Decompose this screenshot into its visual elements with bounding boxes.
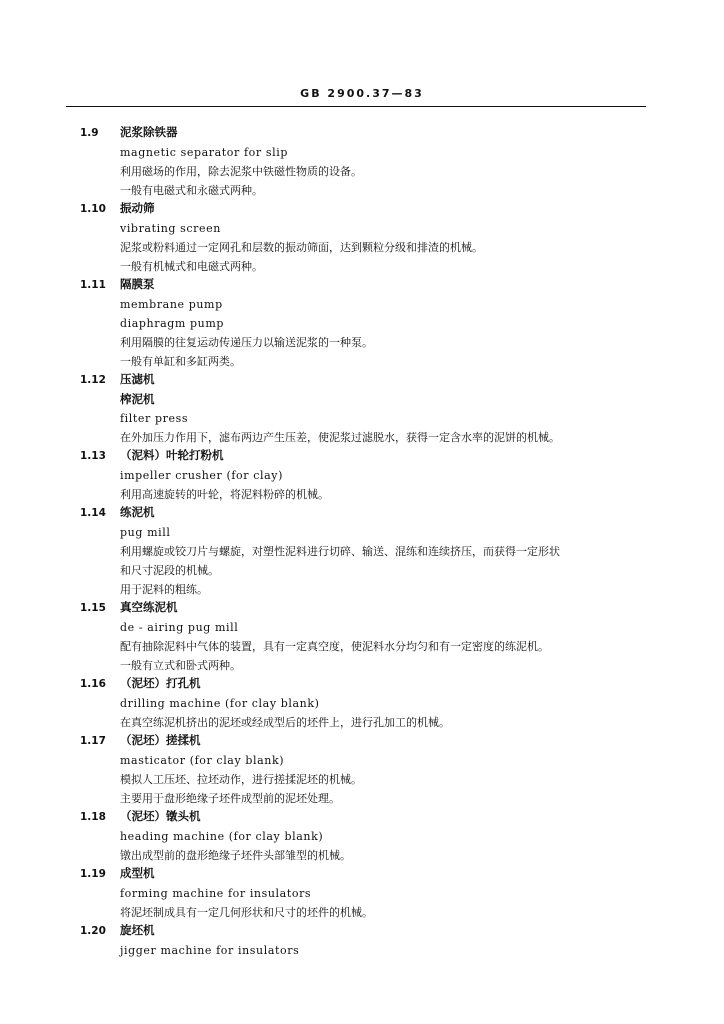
english-term: membrane pump (120, 298, 223, 311)
term-entry (80, 865, 644, 922)
term-heading (80, 922, 644, 941)
term-name: 振动筛 (120, 201, 155, 215)
english-term: masticator (for clay blank) (120, 754, 285, 767)
term-heading (80, 504, 644, 523)
definition-text: 配有抽除泥料中气体的装置，具有一定真空度，使泥料水分均匀和有一定密度的练泥机。 (120, 640, 549, 653)
clause-number: 1.14 (80, 507, 106, 519)
english-term: impeller crusher (for clay) (120, 469, 283, 482)
term-heading (80, 276, 644, 295)
clause-number: 1.19 (80, 868, 106, 880)
clause-number: 1.17 (80, 735, 106, 747)
term-entry (80, 276, 644, 371)
term-heading (80, 599, 644, 618)
definition-text: 一般有机械式和电磁式两种。 (120, 260, 263, 273)
term-entry (80, 808, 644, 865)
term-heading (80, 732, 644, 751)
clause-number: 1.13 (80, 450, 106, 462)
definition-text: 模拟人工压坯、拉坯动作，进行搓揉泥坯的机械。 (120, 773, 362, 786)
term-name: 隔膜泵 (120, 277, 155, 291)
english-term: jigger machine for insulators (120, 944, 300, 957)
english-term: filter press (120, 412, 189, 425)
clause-number: 1.16 (80, 678, 106, 690)
term-name: 旋坯机 (120, 923, 155, 937)
term-heading (80, 371, 644, 390)
definition-text: 一般有单缸和多缸两类。 (120, 355, 241, 368)
term-name: 压滤机 (120, 372, 155, 386)
term-entry (80, 504, 644, 599)
definition-text: 主要用于盘形绝缘子坯件成型前的泥坯处理。 (120, 792, 340, 805)
english-term: vibrating screen (120, 222, 221, 235)
term-name: 真空练泥机 (120, 600, 178, 614)
definition-text: 一般有电磁式和永磁式两种。 (120, 184, 263, 197)
english-term: forming machine for insulators (120, 887, 312, 900)
term-entry (80, 447, 644, 504)
term-entry (80, 732, 644, 808)
term-heading (80, 200, 644, 219)
term-heading (80, 675, 644, 694)
term-name: 练泥机 (120, 505, 155, 519)
definition-text: 利用螺旋或铰刀片与螺旋，对塑性泥料进行切碎、输送、混练和连续挤压，而获得一定形状 (120, 545, 560, 558)
clause-number: 1.11 (80, 279, 106, 291)
clause-number: 1.18 (80, 811, 106, 823)
document-body (0, 124, 724, 960)
definition-text: 和尺寸泥段的机械。 (120, 564, 219, 577)
definition-text: 泥浆或粉料通过一定网孔和层数的振动筛面，达到颗粒分级和排渣的机械。 (120, 241, 483, 254)
term-name: （泥坯）搓揉机 (120, 733, 201, 747)
clause-number: 1.10 (80, 203, 106, 215)
term-entry (80, 371, 644, 447)
term-name: 泥浆除铁器 (120, 125, 178, 139)
definition-text: 一般有立式和卧式两种。 (120, 659, 241, 672)
definition-text: 将泥坯制成具有一定几何形状和尺寸的坯件的机械。 (120, 906, 373, 919)
term-entry (80, 922, 644, 960)
english-term: magnetic separator for slip (120, 146, 288, 159)
definition-text: 在外加压力作用下，滤布两边产生压差，使泥浆过滤脱水，获得一定含水率的泥饼的机械。 (120, 431, 560, 444)
synonym-term: 榨泥机 (120, 392, 155, 406)
english-term: diaphragm pump (120, 317, 225, 330)
term-entry (80, 200, 644, 276)
clause-number: 1.20 (80, 925, 106, 937)
definition-text: 利用高速旋转的叶轮，将泥料粉碎的机械。 (120, 488, 329, 501)
page-header: GB 2900.37—83 (300, 87, 424, 100)
term-heading (80, 865, 644, 884)
definition-text: 镦出成型前的盘形绝缘子坯件头部雏型的机械。 (120, 849, 351, 862)
term-name: 成型机 (120, 866, 155, 880)
term-name: （泥坯）打孔机 (120, 676, 201, 690)
term-heading (80, 124, 644, 143)
term-heading (80, 808, 644, 827)
term-entry (80, 675, 644, 732)
english-term: drilling machine (for clay blank) (120, 697, 320, 710)
definition-text: 用于泥料的粗练。 (120, 583, 208, 596)
definition-text: 利用隔膜的往复运动传递压力以输送泥浆的一种泵。 (120, 336, 373, 349)
definition-text: 利用磁场的作用，除去泥浆中铁磁性物质的设备。 (120, 165, 362, 178)
term-name: （泥坯）镦头机 (120, 809, 201, 823)
term-heading (80, 447, 644, 466)
header-rule (66, 106, 646, 107)
english-term: pug mill (120, 526, 171, 539)
clause-number: 1.15 (80, 602, 106, 614)
term-entry (80, 124, 644, 200)
term-name: （泥料）叶轮打粉机 (120, 448, 224, 462)
english-term: de - airing pug mill (120, 621, 239, 634)
clause-number: 1.12 (80, 374, 106, 386)
term-entry (80, 599, 644, 675)
definition-text: 在真空练泥机挤出的泥坯或经成型后的坯件上，进行孔加工的机械。 (120, 716, 450, 729)
english-term: heading machine (for clay blank) (120, 830, 324, 843)
clause-number: 1.9 (80, 127, 99, 139)
